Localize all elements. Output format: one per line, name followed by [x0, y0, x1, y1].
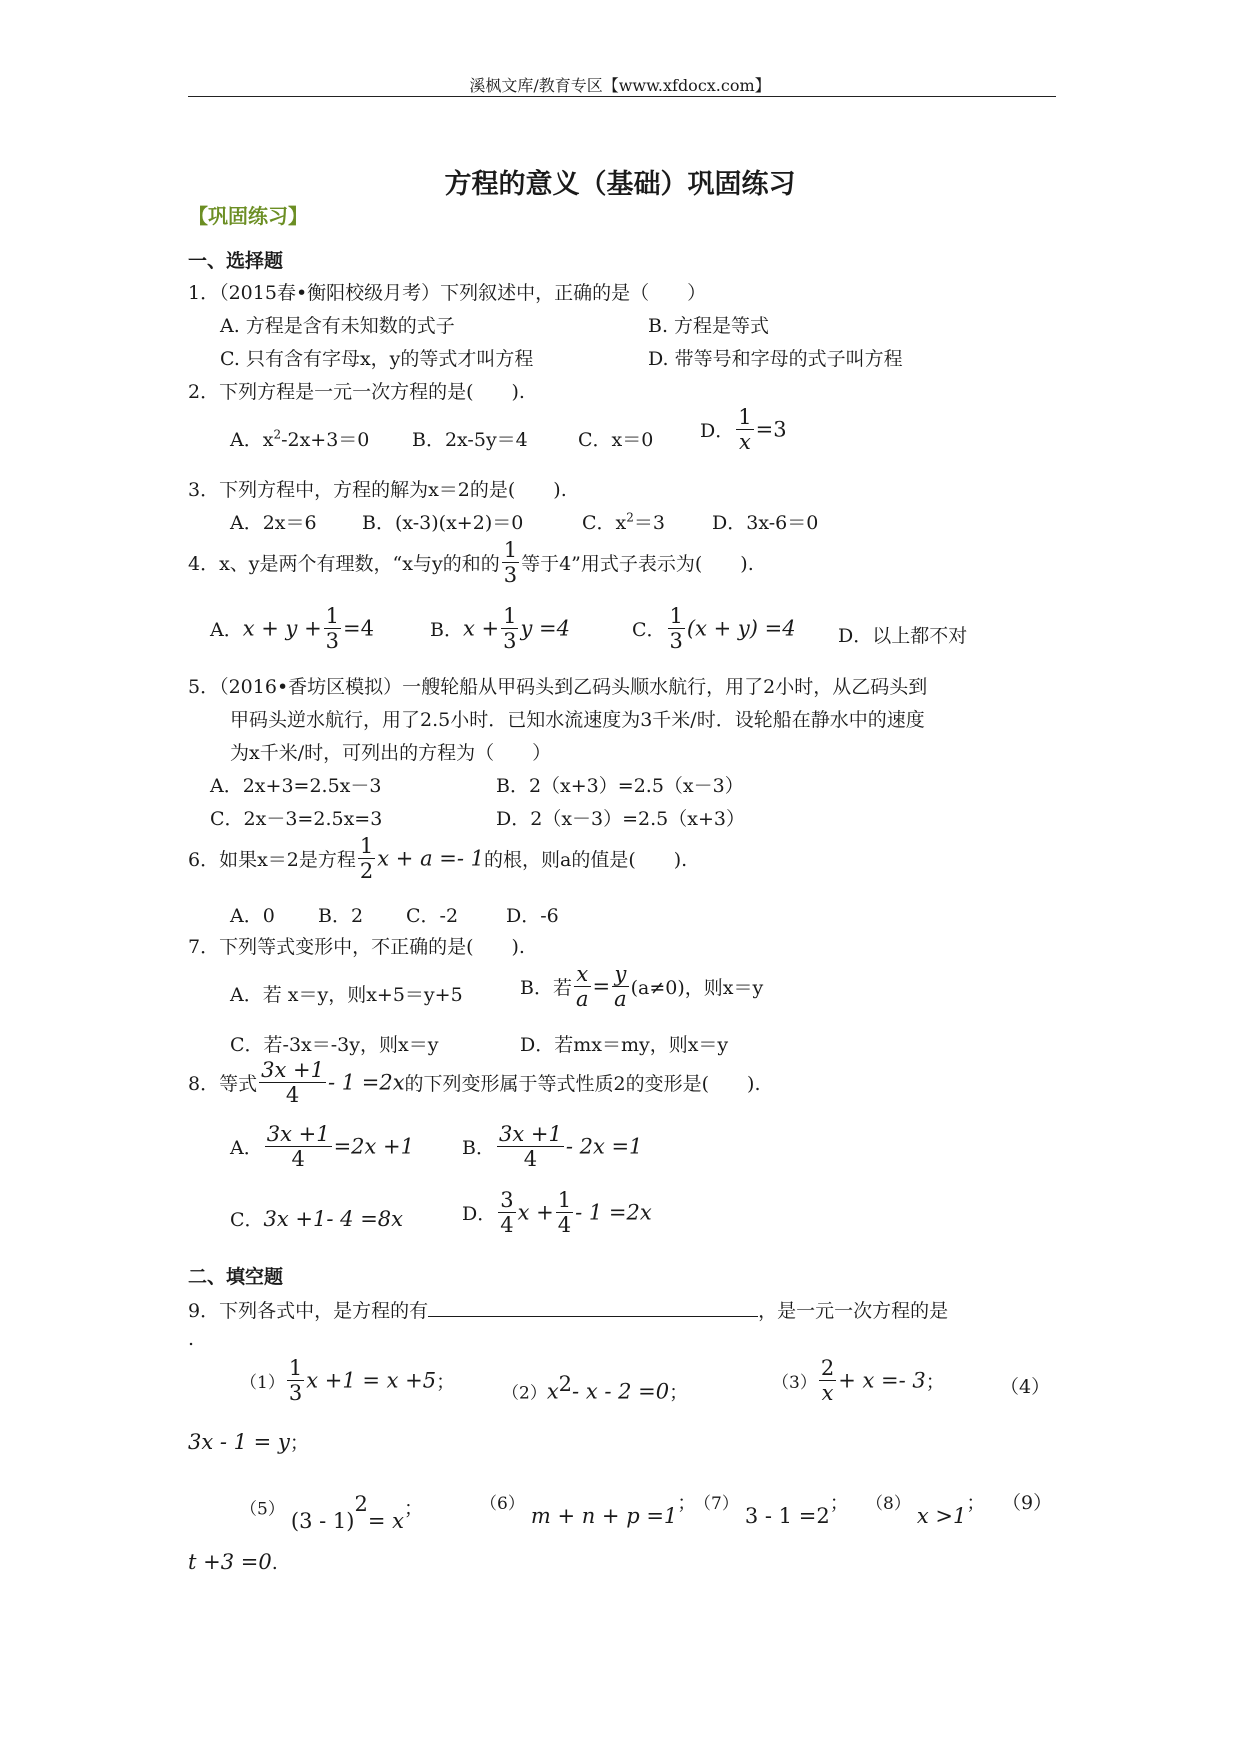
question-5-line-3: 为x千米/时，可列出的方程为（ ） — [230, 742, 552, 764]
question-6-option-c: C．-2 — [406, 905, 459, 927]
expression-4 — [188, 1428, 309, 1455]
fraction — [287, 1356, 304, 1405]
question-3-option-c — [582, 508, 665, 535]
option-d-label: D． — [700, 420, 735, 443]
option-rest: (a≠0)，则x＝y — [630, 977, 764, 1000]
option-label: B．若 — [520, 977, 572, 1000]
stem-part-b: 的根，则a的值是( ). — [484, 849, 688, 872]
separator: ； — [925, 1371, 945, 1394]
stem-part-b: ，是一元一次方程的是 — [758, 1300, 949, 1322]
expression-2 — [502, 1372, 688, 1404]
fraction — [501, 604, 518, 653]
math-expr: m + n + p =1 — [530, 1504, 678, 1528]
expression-3 — [772, 1356, 945, 1405]
fraction-numerator: x — [574, 962, 591, 987]
question-3-option-d: D．3x-6＝0 — [712, 512, 819, 534]
math-expr: x — [546, 1379, 559, 1404]
question-1-option-d: D. 带等号和字母的式子叫方程 — [648, 348, 903, 370]
question-7-option-a: A．若 x＝y，则x+5＝y+5 — [230, 984, 463, 1006]
expression-6 — [480, 1488, 697, 1528]
question-9-stem — [188, 1296, 1056, 1323]
question-6-stem — [188, 834, 687, 883]
fraction — [498, 1188, 515, 1237]
question-7-stem: 7．下列等式变形中，不正确的是( ). — [188, 936, 525, 958]
math-expr: x + — [462, 616, 500, 641]
fraction-denominator: 3 — [503, 563, 518, 588]
question-6-option-d: D．-6 — [506, 905, 559, 927]
fraction-numerator: 1 — [503, 604, 517, 628]
option-label: D． — [462, 1203, 497, 1226]
fraction-numerator: 1 — [359, 834, 374, 858]
option-a-text: A．x — [230, 429, 274, 451]
stem-part-a: 6．如果x＝2是方程 — [188, 849, 356, 872]
question-5-option-a: A．2x+3=2.5x－3 — [210, 775, 382, 797]
superscript: 2 — [354, 1492, 368, 1516]
fraction-numerator: 1 — [325, 604, 340, 628]
fraction-numerator: 1 — [503, 538, 518, 562]
section-heading-fill: 二、填空题 — [188, 1266, 284, 1288]
math-expr: + x =- 3 — [838, 1368, 926, 1393]
question-1-option-a: A. 方程是含有未知数的式子 — [220, 315, 455, 337]
question-5-line-2: 甲码头逆水航行，用了2.5小时．已知水流速度为3千米/时．设轮船在静水中的速度 — [230, 709, 925, 731]
header-rule — [188, 96, 1056, 97]
fraction-numerator: 3x +1 — [498, 1122, 562, 1146]
math-expr: 3x - 1 = y — [188, 1430, 290, 1454]
math-expr: 3 - 1 =2 — [744, 1504, 830, 1528]
question-2-stem: 2．下列方程是一元一次方程的是( ). — [188, 381, 525, 403]
expression-4-label: （4） — [1000, 1376, 1051, 1398]
fraction — [819, 1356, 836, 1405]
question-8-stem — [188, 1058, 761, 1107]
question-4-option-a — [210, 604, 374, 653]
separator: ； — [829, 1492, 849, 1514]
fraction-denominator: x — [821, 1381, 834, 1406]
expression-7 — [694, 1488, 849, 1528]
fraction-numerator: 1 — [288, 1356, 303, 1380]
option-d-rest: =3 — [755, 417, 787, 442]
option-label: B． — [462, 1137, 495, 1160]
fraction — [574, 962, 591, 1011]
question-1-option-b: B. 方程是等式 — [648, 315, 770, 337]
fraction-denominator: 4 — [523, 1147, 538, 1172]
stem-part-b: 的下列变形属于等式性质2的变形是( ). — [404, 1073, 761, 1096]
option-label: B． — [430, 619, 463, 642]
math-expr: x + y + — [242, 616, 322, 641]
fraction-numerator: 2 — [820, 1356, 835, 1380]
expression-9-label: （9） — [1002, 1492, 1053, 1514]
math-expr: x +1 = x +5 — [306, 1368, 437, 1393]
option-c-text: C．x — [582, 512, 627, 534]
question-5-option-b: B．2（x+3）=2.5（x－3） — [496, 775, 744, 797]
item-label: （2） — [502, 1383, 547, 1404]
fraction — [556, 1188, 573, 1237]
fraction-denominator: 3 — [288, 1381, 303, 1406]
separator: ； — [403, 1497, 423, 1520]
fraction — [324, 604, 341, 653]
math-expr: - 1 =2x — [327, 1070, 405, 1095]
question-2-option-d — [700, 405, 787, 454]
fraction-denominator: 4 — [285, 1083, 300, 1108]
fraction-numerator: 1 — [738, 405, 752, 429]
question-5-line-1: 5．（2016•香坊区模拟）一艘轮船从甲码头到乙码头顺水航行，用了2小时，从乙码头到 — [188, 676, 928, 698]
answer-blank[interactable] — [428, 1298, 758, 1317]
math-expr: =2x +1 — [333, 1134, 415, 1159]
option-c-rest: ＝3 — [633, 512, 665, 534]
fraction-denominator: 3 — [503, 629, 517, 654]
question-8-option-a — [230, 1122, 414, 1171]
expression-8 — [866, 1488, 986, 1528]
fraction-numerator: 1 — [557, 1188, 572, 1212]
fraction — [497, 1122, 564, 1171]
fraction-numerator: 3x +1 — [261, 1058, 324, 1082]
option-label: C． — [632, 619, 666, 642]
math-expr: - x - 2 =0 — [572, 1379, 670, 1404]
question-8-option-d — [462, 1188, 652, 1237]
math-expr: (x + y) =4 — [686, 616, 796, 641]
option-label: C． — [230, 1209, 264, 1231]
question-3-stem: 3．下列方程中，方程的解为x＝2的是( ). — [188, 479, 567, 501]
superscript: 2 — [558, 1372, 573, 1396]
question-2-option-b: B．2x-5y＝4 — [412, 429, 528, 451]
question-8-option-b — [462, 1122, 642, 1171]
question-6-option-b: B．2 — [318, 905, 364, 927]
fraction-denominator: 4 — [557, 1213, 572, 1238]
page-title: 方程的意义（基础）巩固练习 — [444, 169, 796, 200]
fraction-denominator: x — [739, 430, 751, 455]
math-expr: - 2x =1 — [565, 1134, 643, 1159]
math-expr: = x — [367, 1509, 404, 1534]
option-a-rest: -2x+3＝0 — [281, 429, 370, 451]
math-expr: (3 - 1) — [290, 1509, 355, 1534]
separator: ； — [966, 1492, 986, 1514]
question-7-option-c: C．若-3x＝-3y，则x＝y — [230, 1034, 439, 1056]
item-label: （8） — [866, 1494, 911, 1514]
fraction — [265, 1122, 332, 1171]
fraction-denominator: 3 — [669, 629, 683, 654]
math-expr: =4 — [343, 616, 375, 641]
fraction — [358, 834, 375, 883]
item-label: （7） — [694, 1494, 739, 1514]
question-4-option-b — [430, 604, 570, 653]
question-9-dot: . — [188, 1328, 195, 1350]
fraction — [259, 1058, 326, 1107]
stem-part-a: 4．x、y是两个有理数，“x与y的和的 — [188, 553, 500, 576]
option-label: A． — [230, 1137, 263, 1160]
option-label: A． — [210, 619, 243, 642]
question-3-option-b: B．(x-3)(x+2)＝0 — [362, 512, 524, 534]
fraction — [668, 604, 685, 653]
question-7-option-d: D．若mx＝my，则x＝y — [520, 1034, 729, 1056]
stem-part-b: 等于4”用式子表示为( ). — [521, 553, 754, 576]
math-expr: x + — [517, 1200, 554, 1225]
question-8-option-c — [230, 1205, 403, 1232]
fraction-numerator: 1 — [669, 604, 683, 628]
question-5-option-d: D．2（x－3）=2.5（x+3） — [496, 808, 745, 830]
question-4-stem — [188, 538, 754, 587]
expression-9 — [188, 1550, 278, 1574]
item-label: （1） — [240, 1373, 285, 1394]
equals-sign: = — [592, 974, 611, 999]
page-header: 溪枫文库/教育专区【www.xfdocx.com】 — [469, 76, 771, 95]
question-3-option-a: A．2x＝6 — [230, 512, 317, 534]
question-5-option-c: C．2x－3=2.5x=3 — [210, 808, 383, 830]
stem-part-a: 9．下列各式中，是方程的有 — [188, 1300, 429, 1322]
fraction — [612, 962, 629, 1011]
question-1-stem: 1．（2015春•衡阳校级月考）下列叙述中，正确的是（ ） — [188, 282, 707, 304]
fraction-denominator: 4 — [291, 1147, 305, 1172]
fraction-denominator: a — [614, 987, 627, 1012]
fraction-denominator: 2 — [359, 859, 374, 884]
math-expr: 3x +1- 4 =8x — [263, 1207, 403, 1231]
item-label: （3） — [772, 1373, 817, 1394]
question-2-option-c: C．x＝0 — [578, 429, 654, 451]
item-label: （5） — [240, 1499, 285, 1520]
fraction — [502, 538, 519, 587]
question-1-option-c: C. 只有含有字母x，y的等式才叫方程 — [220, 348, 534, 370]
stem-part-a: 8．等式 — [188, 1073, 258, 1096]
fraction-denominator: 4 — [500, 1213, 514, 1238]
math-expr: x >1 — [916, 1504, 967, 1528]
question-7-option-b — [520, 962, 763, 1011]
fraction — [736, 405, 753, 454]
math-expr: - 1 =2x — [575, 1200, 652, 1225]
fraction-denominator: 3 — [325, 629, 340, 654]
fraction-numerator: 3 — [500, 1188, 514, 1212]
section-tag: 【巩固练习】 — [188, 204, 308, 228]
expression-1 — [240, 1356, 455, 1405]
fraction-numerator: 3x +1 — [266, 1122, 330, 1146]
question-6-option-a: A．0 — [230, 905, 275, 927]
question-4-option-d: D．以上都不对 — [838, 625, 968, 647]
math-expr: t +3 =0 — [188, 1550, 272, 1574]
separator: ； — [677, 1492, 697, 1514]
math-expr: y =4 — [520, 616, 570, 641]
option-a-sup: 2 — [273, 427, 282, 442]
fraction-numerator: y — [612, 962, 629, 987]
item-label: （6） — [480, 1494, 525, 1514]
section-heading-choice: 一、选择题 — [188, 250, 284, 272]
question-4-option-c — [632, 604, 796, 653]
separator: ； — [289, 1432, 309, 1454]
separator: ； — [669, 1381, 689, 1404]
period: . — [271, 1552, 278, 1574]
fraction-denominator: a — [575, 987, 589, 1012]
option-c-sup: 2 — [626, 510, 634, 525]
question-2-option-a — [230, 425, 369, 452]
separator: ； — [436, 1371, 456, 1394]
expression-5 — [240, 1488, 423, 1534]
math-expr: x + a =- 1 — [377, 846, 484, 871]
